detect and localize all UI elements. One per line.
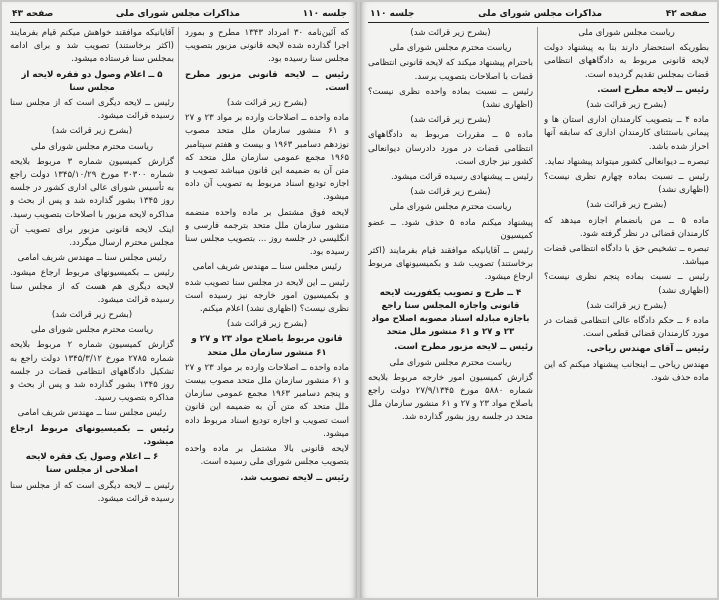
right-page-header xyxy=(368,6,709,23)
left-header-page-number: صفحه ۴۳ xyxy=(12,9,54,19)
section-heading: ۶ ــ اعلام وصول یک فقره لایحه اصلاحی از مجلس سنا xyxy=(25,452,159,476)
paragraph: آقایانیکه موافقند خواهش میکنم قیام بفرمایند (اکثر برخاستند) تصویب شد و برای ادامه بمجلس سنا فرستاده میشود. xyxy=(10,28,174,65)
left-page-header xyxy=(10,6,349,23)
paragraph: رئیس ــ لایحه دیگری است که از مجلس سنا رسیده قرائت میشود. xyxy=(10,98,174,122)
right-page-left-column xyxy=(368,27,538,597)
paragraph: ماده ۵ ــ مقررات مربوط به دادگاههای انتظامی قضات در مورد دادرسان دیوانعالی کشور نیز جاری است. xyxy=(368,130,533,167)
centered-line: ریاست محترم مجلس شورای ملی xyxy=(31,141,153,152)
paragraph: پیشنهاد میکنم ماده ۵ حذف شود. ــ عضو کمیسیون xyxy=(368,217,533,241)
left-header-title: مذاکرات مجلس شورای ملی xyxy=(115,9,240,19)
right-page xyxy=(360,2,717,598)
centered-line: ریاست محترم مجلس شورای ملی xyxy=(31,325,153,336)
centered-line: (بشرح زیر قرائت شد) xyxy=(586,100,667,111)
paragraph: رئیس ــ نسبت بماده واحده نظری نیست؟ (اظهاری نشد) xyxy=(368,86,533,111)
centered-line: (بشرح زیر قرائت شد) xyxy=(586,300,667,311)
centered-line: (بشرح زیر قرائت شد) xyxy=(226,98,308,109)
paragraph: رئیس ــ بکمیسیونهای مربوط ارجاع میشود. لایحه دیگری هم هست که از مجلس سنا رسیده قرائت میشود. xyxy=(10,268,174,305)
left-page xyxy=(2,2,357,598)
speaker-line: رئیس ــ لایحه مطرح است. xyxy=(597,84,709,95)
centered-line: ریاست محترم مجلس شورای ملی xyxy=(389,202,512,213)
centered-line: (بشرح زیر قرائت شد) xyxy=(226,319,308,330)
right-header-title: مذاکرات مجلس شورای ملی xyxy=(478,9,603,19)
centered-line: ریاست مجلس شورای ملی xyxy=(578,28,675,38)
paragraph: بطوریکه استحضار دارند بنا به پیشنهاد دولت لایحه قانونی مربوط به دادگاههای انتظامی قضات بمجلس تقدیم گردیده است. xyxy=(544,43,709,80)
paragraph: گزارش کمیسیون امور خارجه مربوط بلایحه شماره ۵۸۸۰ مورخ ۲۷/۹/۱۳۴۵ دولت راجع باصلاح مواد ۲۳ و ۲۷ و ۶۱ منشور سازمان ملل متحد در جلسه روز بشور گذارده شد. xyxy=(368,372,533,423)
right-header-session: جلسه ۱۱۰ xyxy=(370,9,415,19)
speaker-line: رئیس ــ لایحه تصویب شد. xyxy=(240,472,349,483)
paragraph: تبصره ــ دیوانعالی کشور میتواند پیشنهاد نماید. xyxy=(544,156,709,167)
section-heading: ۵ ــ اعلام وصول دو فقره لایحه از مجلس سنا xyxy=(21,69,163,93)
right-page-columns xyxy=(368,27,709,597)
left-header-session: جلسه ۱۱۰ xyxy=(302,9,347,19)
paragraph: ماده واحده ــ اصلاحات وارده بر مواد ۲۳ و ۲۷ و ۶۱ منشور سازمان ملل متحد مصوب نوزدهم دسامبر ۱۹۶۳ و بیست و هفتم سپتامبر ۱۹۶۵ مجمع عمومی سازمان ملل متحد که متن آن به ضمیمه این قانون میباشد تصویب و اجازه تودیع اسناد مربوط به تصویب آن داده میشود. xyxy=(185,113,349,203)
centered-line: ریاست محترم مجلس شورای ملی xyxy=(389,43,512,54)
centered-line: (بشرح زیر قرائت شد) xyxy=(51,126,133,137)
left-page-right-column xyxy=(185,27,349,597)
left-page-columns xyxy=(10,27,349,597)
paragraph: لایحه فوق مشتمل بر ماده واحده منضمه منشور سازمان ملل متحد بترجمه فارسی و انگلیسی در جلسه روز ... بتصویب مجلس سنا رسیده بود. xyxy=(185,207,349,258)
paragraph: گزارش کمیسیون شماره ۲ مربوط بلایحه شماره ۲۷۸۵ مورخ ۱۳۴۵/۳/۱۲ دولت راجع به تشکیل دادگاههای انتظامی قضات در جلسه روز ۱۳۴۵ بشور گذارده شد و پس از بحث و مذاکره بتصویب رسید. xyxy=(10,340,174,404)
paragraph: اینک لایحه قانونی مزبور برای تصویب آن مجلس محترم ارسال میگردد. xyxy=(10,224,174,249)
paragraph: لایحه قانونی بالا مشتمل بر ماده واحده بتصویب مجلس شورای ملی رسیده است. xyxy=(185,444,349,468)
centered-line: رئیس مجلس سنا ــ مهندس شریف امامی xyxy=(17,253,167,264)
paragraph: رئیس ــ آقایانیکه موافقند قیام بفرمایند (اکثر برخاستند) تصویب شد و بکمیسیونهای مربوط ارجاع میشود. xyxy=(368,246,533,283)
speaker-line: رئیس ــ لایحه قانونی مزبور مطرح است. xyxy=(185,69,349,93)
centered-line: (بشرح زیر قرائت شد) xyxy=(410,28,491,38)
centered-line: (بشرح زیر قرائت شد) xyxy=(586,200,667,211)
paragraph: ماده ۶ ــ حکم دادگاه عالی انتظامی قضات در مورد کارمندان قضائی قطعی است. xyxy=(544,316,709,340)
paragraph: رئیس ــ نسبت بماده پنجم نظری نیست؟ (اظهاری نشد) xyxy=(544,272,709,296)
paragraph: مهندس ریاحی ــ اینجانب پیشنهاد میکنم که این ماده حذف شود. xyxy=(544,359,709,383)
right-header-page-number: صفحه ۴۲ xyxy=(665,9,707,19)
right-page-right-column xyxy=(544,27,709,597)
paragraph: باحترام پیشنهاد میکند که لایحه قانونی انتظامی قضات با اصلاحات بتصویب برسد. xyxy=(368,58,533,82)
paragraph: گزارش کمیسیون شماره ۳ مربوط بلایحه شماره ۳۰۳۰۰ مورخ ۱۳۴۵/۱۰/۲۹ دولت راجع به تأسیس شورای عالی اداری کشور در جلسه روز ۱۳۴۵ بشور گذارده شد و پس از بحث و مذاکره لایحه مزبور با اصلاحات بتصویب رسید. xyxy=(10,156,174,220)
centered-line: (بشرح زیر قرائت شد) xyxy=(51,310,133,321)
centered-line: رئیس مجلس سنا ــ مهندس شریف امامی xyxy=(17,408,167,419)
paragraph: ماده واحده ــ اصلاحات وارده بر مواد ۲۳ و ۲۷ و ۶۱ منشور سازمان ملل متحد مصوب بیست و پنجم دسامبر ۱۹۶۳ مجمع عمومی سازمان ملل متحد که متن آن به ضمیمه این قانون است تصویب و اجازه تودیع اسناد مربوط داده میشود. xyxy=(185,362,349,439)
document-spread xyxy=(2,2,717,598)
left-page-left-column xyxy=(10,27,179,597)
centered-line: ریاست محترم مجلس شورای ملی xyxy=(389,357,512,368)
paragraph: تبصره ــ تشخیص حق با دادگاه انتظامی قضات میباشد. xyxy=(544,244,709,268)
centered-line: (بشرح زیر قرائت شد) xyxy=(410,187,491,198)
paragraph: رئیس ــ پیشنهادی رسیده قرائت میشود. xyxy=(390,172,533,183)
speaker-line: رئیس ــ لایحه مزبور مطرح است. xyxy=(394,342,533,353)
centered-line: رئیس مجلس سنا ــ مهندس شریف امامی xyxy=(192,262,342,273)
paragraph: که آئین‌نامه ۳۰ امرداد ۱۳۴۳ مطرح و بمورد اجرا گذارده شده لایحه قانونی مزبور بتصویب مجلس سنا رسیده بود. xyxy=(185,28,349,65)
centered-line: قانون مربوط باصلاح مواد ۲۳ و ۲۷ و ۶۱ منشور سازمان ملل متحد xyxy=(191,334,343,358)
speaker-line: رئیس ــ آقای مهندس ریاحی. xyxy=(586,344,709,355)
centered-line: (بشرح زیر قرائت شد) xyxy=(410,115,491,126)
paragraph: رئیس ــ لایحه دیگری است که از مجلس سنا رسیده قرائت میشود. xyxy=(10,480,174,504)
paragraph: رئیس ــ این لایحه در مجلس سنا تصویب شده و بکمیسیون امور خارجه نیز رسیده است نظری نیست؟ (اظهاری نشد) اعلام میکنم. xyxy=(185,277,349,315)
paragraph: ماده ۴ ــ بتصویب کارمندان اداری استان ها و پیمانی باستثنای کارمندان اداری که سابقه آنها احراز شده باشد. xyxy=(544,115,709,152)
section-heading: ۴ ــ طرح و تصویب یکفوریت لایحه قانونی واجازه المجلس سنا راجع باجازه مبادله اسناد مصوبه اصلاح مواد ۲۳ و ۲۷ و ۶۱ منشور ملل متحد xyxy=(371,287,530,338)
paragraph: رئیس ــ نسبت بماده چهارم نظری نیست؟ (اظهاری نشد) xyxy=(544,172,709,196)
speaker-line: رئیس ــ بکمیسیونهای مربوط ارجاع میشود. xyxy=(10,423,174,447)
paragraph: ماده ۵ ــ من بانضمام اجازه میدهد که کارمندان قضائی در نظر گرفته شود. xyxy=(544,215,709,239)
